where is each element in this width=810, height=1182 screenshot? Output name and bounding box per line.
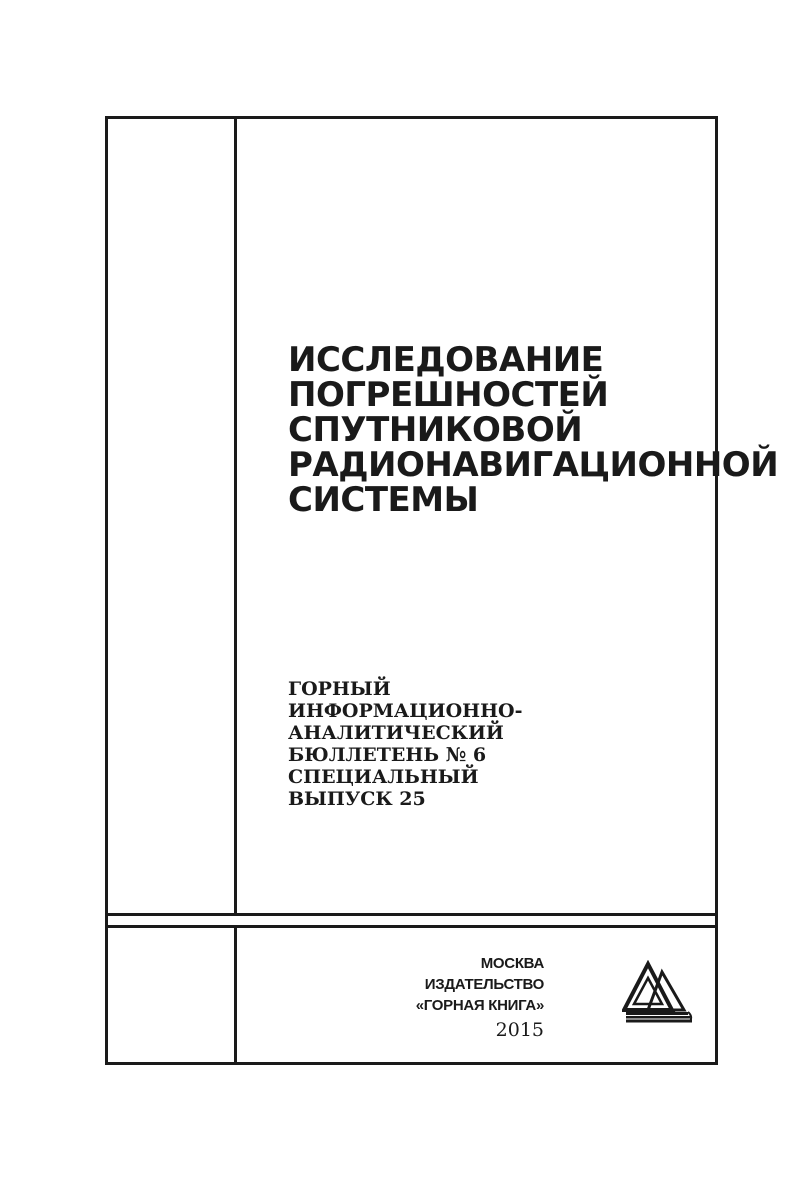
book-title bbox=[288, 340, 779, 520]
series-line: ВЫПУСК 25 bbox=[288, 788, 426, 810]
title-line: СПУТНИКОВОЙ bbox=[288, 410, 583, 450]
cover-frame bbox=[105, 116, 779, 1065]
series-line: ГОРНЫЙ bbox=[288, 678, 391, 700]
publication-year: 2015 bbox=[495, 1019, 544, 1041]
series-line: ИНФОРМАЦИОННО- bbox=[288, 700, 523, 722]
frame-horizontal-divider-bottom bbox=[105, 925, 718, 928]
title-line: РАДИОНАВИГАЦИОННОЙ bbox=[288, 445, 779, 485]
publisher-name: «ГОРНАЯ КНИГА» bbox=[415, 997, 544, 1014]
series-name bbox=[288, 678, 688, 810]
frame-vertical-divider-bottom bbox=[234, 928, 237, 1065]
series-line: АНАЛИТИЧЕСКИЙ bbox=[288, 722, 504, 744]
publisher-city: МОСКВА bbox=[480, 955, 544, 972]
frame-horizontal-divider-top bbox=[105, 913, 718, 916]
publisher-label: ИЗДАТЕЛЬСТВО bbox=[424, 976, 544, 993]
publisher-imprint bbox=[360, 953, 544, 1016]
series-line: СПЕЦИАЛЬНЫЙ bbox=[288, 766, 479, 788]
frame-vertical-divider bbox=[234, 116, 237, 916]
series-line: БЮЛЛЕТЕНЬ № 6 bbox=[288, 744, 487, 766]
title-line: ПОГРЕШНОСТЕЙ bbox=[288, 375, 609, 415]
title-line: СИСТЕМЫ bbox=[288, 480, 479, 520]
title-line: ИССЛЕДОВАНИЕ bbox=[288, 340, 604, 380]
triangle-book-logo-icon bbox=[622, 960, 694, 1026]
